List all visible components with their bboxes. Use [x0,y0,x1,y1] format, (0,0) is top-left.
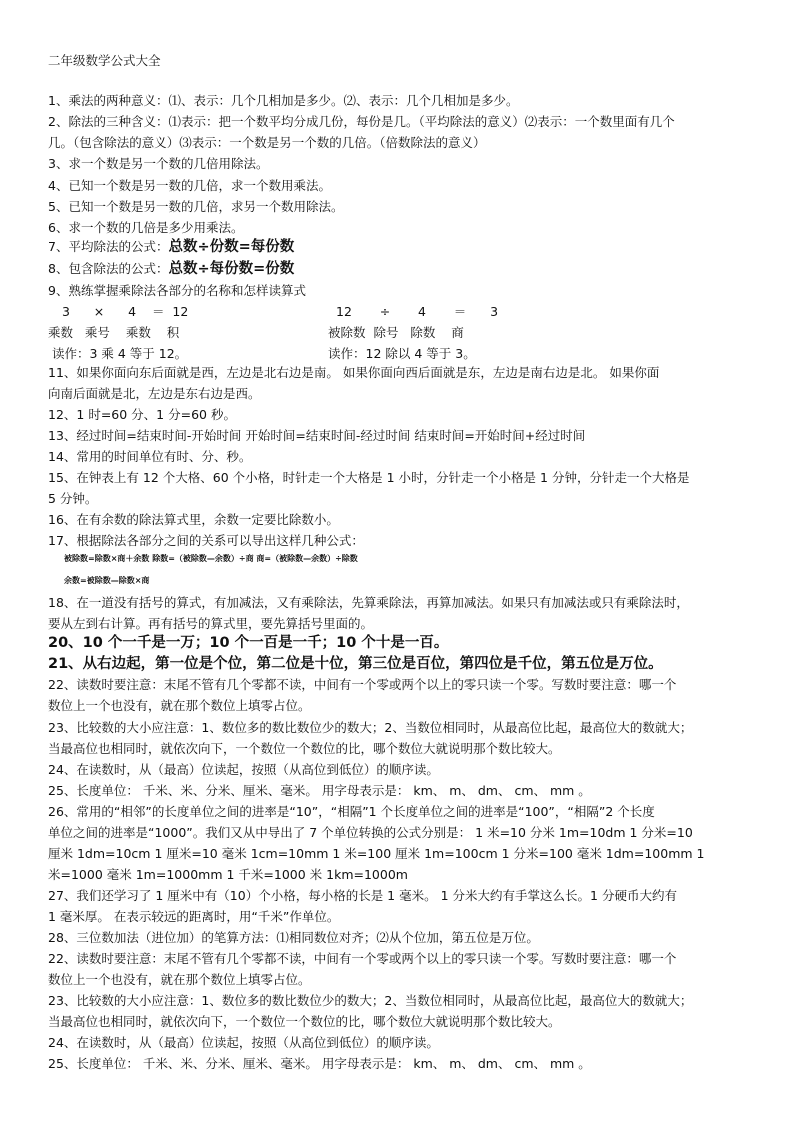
text-line: 25、长度单位： 千米、米、分米、厘米、毫米。 用字母表示是： km、 m、 dm、 cm、 mm 。 [48,783,591,798]
text-line: 28、三位数加法（进位加）的笔算方法：⑴相同数位对齐；⑵从个位加，第五位是万位。 [48,930,539,945]
text-line: 单位之间的进率是“1000”。我们又从中导出了 7 个单位转换的公式分别是： 1 米=10 分米 1m=10dm 1 分米=10 [48,825,693,840]
formula-label: 7、平均除法的公式： [48,239,169,254]
text-line: 22、读数时要注意：末尾不管有几个零都不读，中间有一个零或两个以上的零只读一个零。写数时要注意：哪一个 [48,951,677,966]
division-terms: 被除数 除号 除数 商 [328,325,464,340]
bold-text-line: 21、从右边起，第一位是个位，第二位是十位，第三位是百位，第四位是千位，第五位是万位。 [48,656,663,672]
text-line: 数位上一个也没有，就在那个数位上填零占位。 [48,698,311,713]
text-line: 24、在读数时，从（最高）位读起，按照（从高位到低位）的顺序读。 [48,1035,439,1050]
division-reading: 读作：12 除以 4 等于 3。 [328,346,476,361]
text-line: 米=1000 毫米 1m=1000mm 1 千米=1000 米 1km=1000m [48,867,408,882]
text-line: 26、常用的“相邻”的长度单位之间的进率是“10”，“相隔”1 个长度单位之间的进率是“100”，“相隔”2 个长度 [48,804,655,819]
formula-bold: 总数÷份数=每份数 [168,239,295,255]
text-line: 向南后面就是北，左边是东右边是西。 [48,386,261,401]
text-line: 18、在一道没有括号的算式，有加减法，又有乘除法，先算乘除法，再算加减法。如果只有加减法或只有乘除法时， [48,595,689,610]
text-line: 厘米 1dm=10cm 1 厘米=10 毫米 1cm=10mm 1 米=100 厘米 1m=100cm 1 分米=100 毫米 1dm=100mm 1 [48,846,705,861]
division-equation: 12 ÷ 4 ＝ 3 [336,304,499,319]
page-title: 二年级数学公式大全 [48,53,161,68]
text-line: 11、如果你面向东后面就是西，左边是北右边是南。 如果你面向西后面就是东，左边是南右边是北。 如果你面 [48,365,660,380]
multiplication-reading: 读作：3 乘 4 等于 12。 [48,346,188,361]
text-line: 24、在读数时，从（最高）位读起，按照（从高位到低位）的顺序读。 [48,762,439,777]
bold-formula-line: 被除数=除数×商＋余数 除数=（被除数—余数）÷商 商=（被除数—余数）÷除数 [64,554,358,563]
multiplication-terms: 乘数 乘号 乘数 积 [48,325,180,340]
text-line: 13、经过时间=结束时间-开始时间 开始时间=结束时间-经过时间 结束时间=开始时间+经过时间 [48,428,586,443]
formula-label: 8、包含除法的公式： [48,261,169,276]
text-line: 当最高位也相同时，就依次向下，一个数位一个数位的比，哪个数位大就说明那个数比较大。 [48,1014,561,1029]
text-line: 27、我们还学习了 1 厘米中有（10）个小格，每小格的长是 1 毫米。 1 分米大约有手掌这么长。1 分硬币大约有 [48,888,677,903]
text-line: 数位上一个也没有，就在那个数位上填零占位。 [48,972,311,987]
text-line: 15、在钟表上有 12 个大格、60 个小格，时针走一个大格是 1 小时，分针走一个小格是 1 分钟，分针走一个大格是 [48,470,690,485]
text-line: 2、除法的三种含义：⑴表示：把一个数平均分成几份，每份是几。（平均除法的意义）⑵表示：一个数里面有几个 [48,114,675,129]
text-line: 5 分钟。 [48,491,98,506]
text-line: 17、根据除法各部分之间的关系可以导出这样几种公式： [48,533,364,548]
bold-text-line: 20、10 个一千是一万；10 个一百是一千；10 个十是一百。 [48,635,449,651]
text-line: 6、求一个数的几倍是多少用乘法。 [48,220,244,235]
text-line: 12、1 时=60 分、1 分=60 秒。 [48,407,236,422]
text-line: 5、已知一个数是另一数的几倍，求另一个数用除法。 [48,199,344,214]
formula-line [48,236,748,258]
text-line: 23、比较数的大小应注意：1、数位多的数比数位少的数大；2、当数位相同时，从最高位比起，最高位大的数就大； [48,720,693,735]
text-line: 当最高位也相同时，就依次向下，一个数位一个数位的比，哪个数位大就说明那个数比较大。 [48,741,561,756]
text-line: 23、比较数的大小应注意：1、数位多的数比数位少的数大；2、当数位相同时，从最高位比起，最高位大的数就大； [48,993,693,1008]
formula-bold: 总数÷每份数=份数 [168,261,295,277]
text-line: 几。（包含除法的意义）⑶表示：一个数是另一个数的几倍。（倍数除法的意义） [48,135,486,150]
text-line: 1、乘法的两种意义：⑴、表示：几个几相加是多少。⑵、表示：几个几相加是多少。 [48,93,519,108]
multiplication-equation: 3 × 4 ＝ 12 [62,304,189,319]
text-line: 9、熟练掌握乘除法各部分的名称和怎样读算式 [48,283,306,298]
text-line: 要从左到右计算。再有括号的算式里，要先算括号里面的。 [48,616,374,631]
text-line: 16、在有余数的除法算式里，余数一定要比除数小。 [48,512,339,527]
text-line: 14、常用的时间单位有时、分、秒。 [48,449,252,464]
text-line: 22、读数时要注意：末尾不管有几个零都不读，中间有一个零或两个以上的零只读一个零。写数时要注意：哪一个 [48,677,677,692]
text-line: 25、长度单位： 千米、米、分米、厘米、毫米。 用字母表示是： km、 m、 dm、 cm、 mm 。 [48,1056,591,1071]
bold-formula-line: 余数=被除数—除数×商 [64,576,150,585]
text-line: 1 毫米厚。 在表示较远的距离时，用“千米”作单位。 [48,909,340,924]
text-line: 4、已知一个数是另一数的几倍，求一个数用乘法。 [48,178,331,193]
text-line: 3、求一个数是另一个数的几倍用除法。 [48,156,269,171]
formula-line [48,258,748,280]
